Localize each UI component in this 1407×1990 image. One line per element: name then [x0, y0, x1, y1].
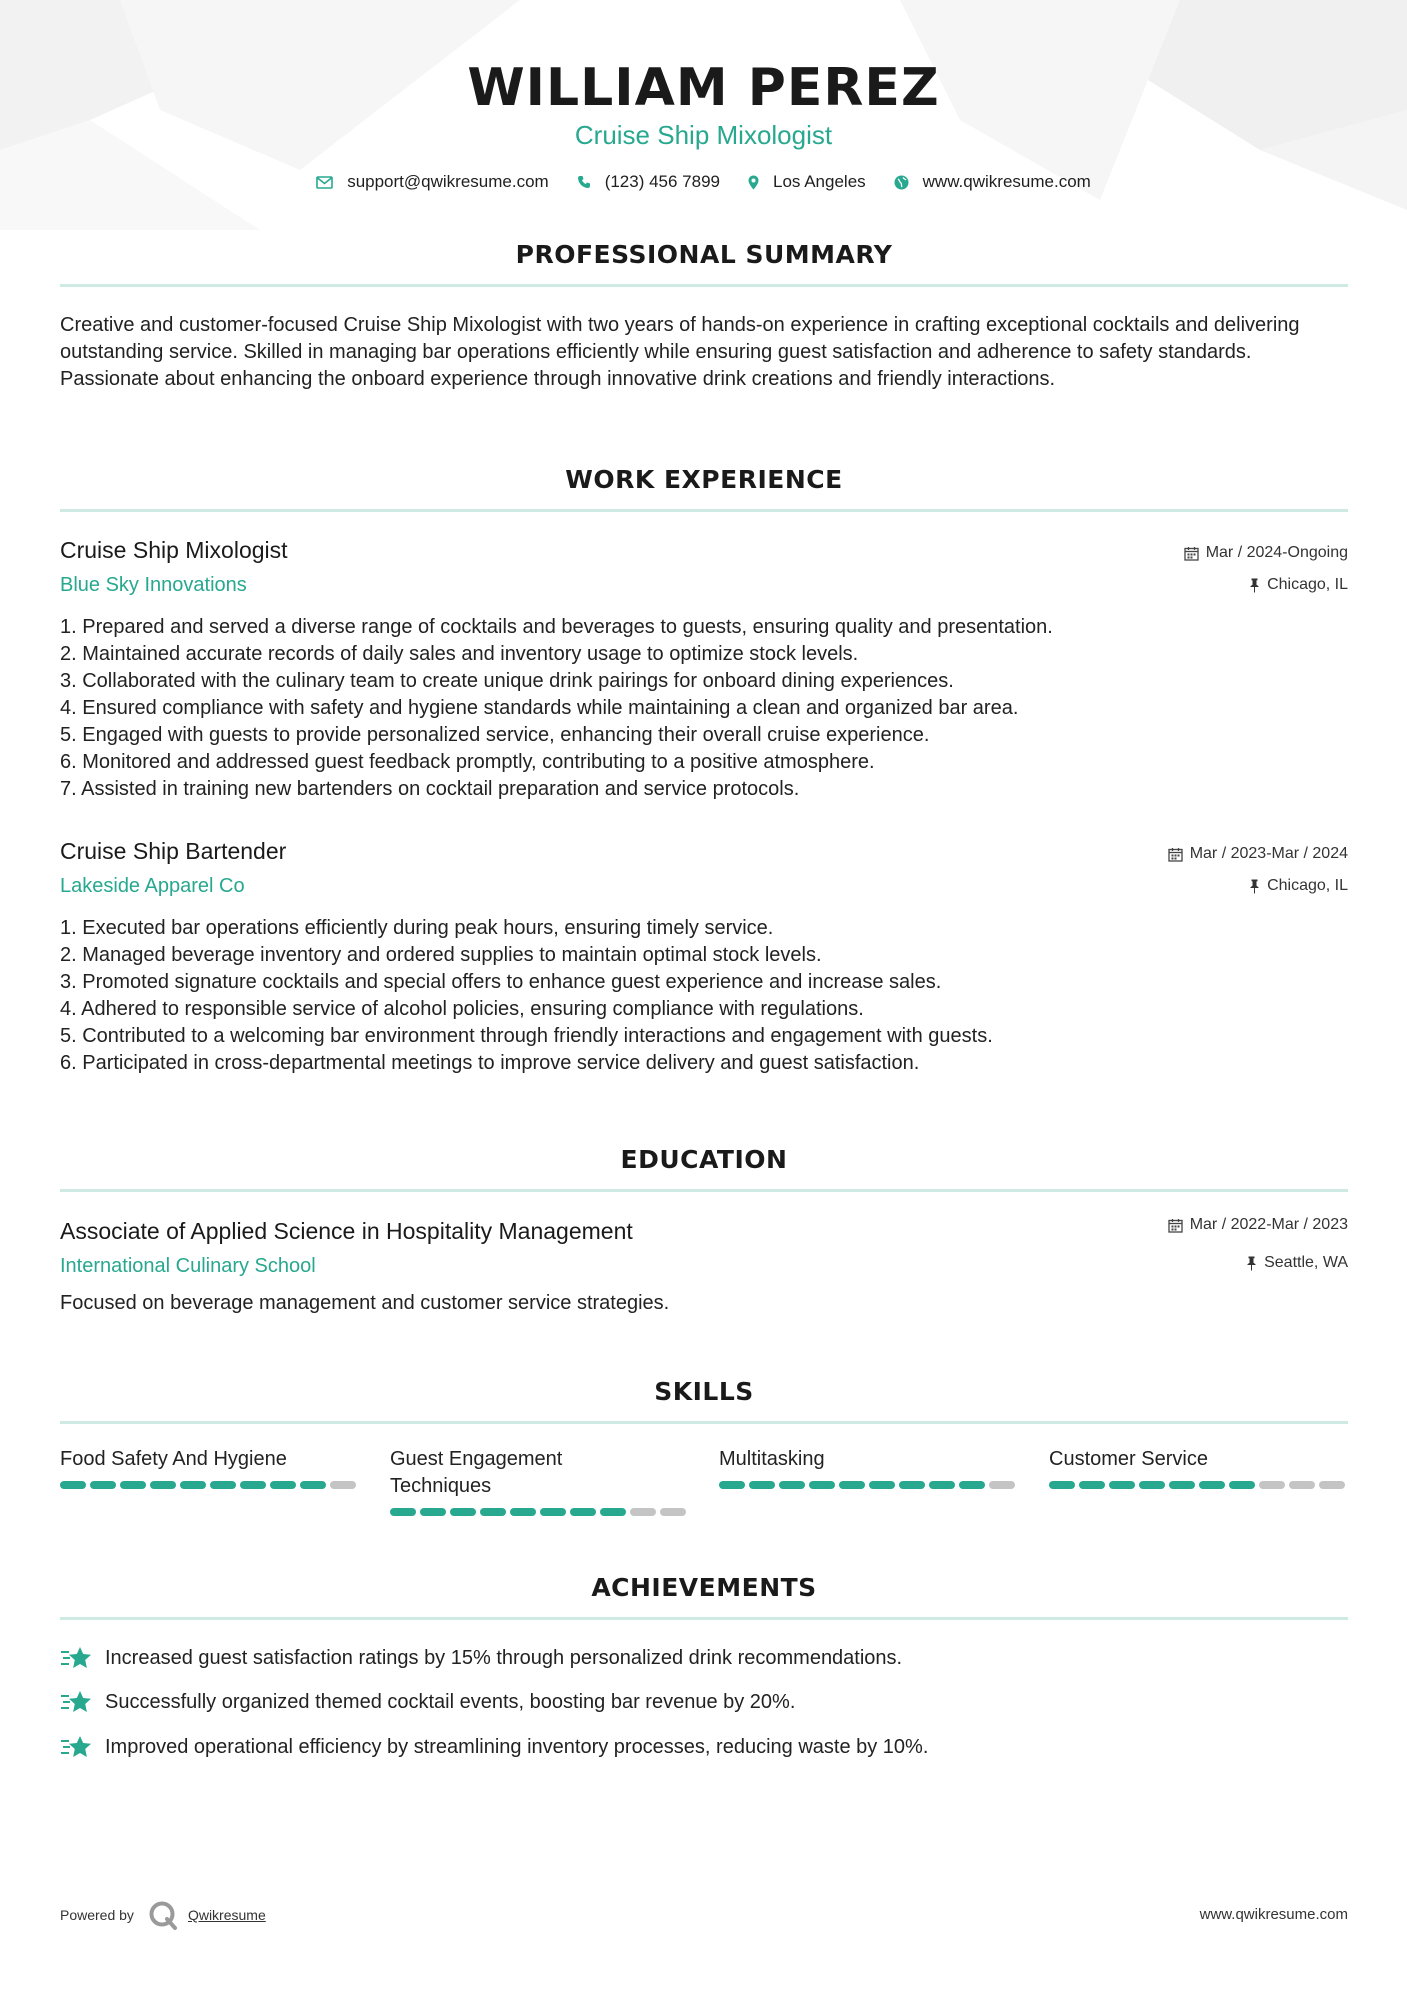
skill-rating-segment [420, 1508, 446, 1516]
list-item: 4. Ensured compliance with safety and hygiene standards while maintaining a clean and organized bar area. [60, 697, 1019, 719]
achievement-text: Increased guest satisfaction ratings by 15% through personalized drink recommendations. [105, 1646, 903, 1669]
summary-text: Creative and customer-focused Cruise Ship Mixologist with two years of hands-on experience in crafting exceptional cocktails and delivering outstanding service. Skilled in managing bar operations efficiently while ensuring guest satisfaction and adherence to safety standards. Passionate about enhancing the onboard experience through innovative drink creations and friendly interactions. [60, 314, 1300, 390]
skill-name: Multitasking [719, 1448, 825, 1470]
email-text: support@qwikresume.com [347, 172, 549, 191]
skill-rating-segment [270, 1481, 296, 1489]
candidate-name: WILLIAM PEREZ [467, 58, 940, 118]
skill-rating-segment [1049, 1481, 1075, 1489]
education-description: Focused on beverage management and customer service strategies. [60, 1292, 670, 1314]
skill-item [60, 1446, 360, 1489]
summary-divider [60, 284, 1348, 287]
achievement-item [60, 1646, 902, 1670]
skill-rating-segment [90, 1481, 116, 1489]
skill-rating-segment [540, 1508, 566, 1516]
skill-name: Customer Service [1049, 1448, 1208, 1470]
list-item: 6. Monitored and addressed guest feedback promptly, contributing to a positive atmosphere. [60, 751, 875, 773]
skill-rating-segment [1139, 1481, 1165, 1489]
list-item: 1. Prepared and served a diverse range of cocktails and beverages to guests, ensuring quality and presentation. [60, 616, 1053, 638]
skill-rating-segment [869, 1481, 895, 1489]
skill-rating-segment [1319, 1481, 1345, 1489]
skill-rating-segment [570, 1508, 596, 1516]
skill-rating-segment [480, 1508, 506, 1516]
experience-section-title: WORK EXPERIENCE [565, 465, 843, 494]
skill-rating-segment [719, 1481, 745, 1489]
phone-text: (123) 456 7899 [604, 172, 721, 191]
pushpin-icon [1249, 578, 1260, 593]
skill-rating-segment [150, 1481, 176, 1489]
skill-rating-segment [180, 1481, 206, 1489]
skill-rating-bar [60, 1481, 360, 1489]
powered-by-label: Powered by [60, 1907, 134, 1923]
contact-location [748, 172, 866, 192]
job-bullets [60, 915, 1350, 1077]
skill-item [719, 1446, 1019, 1489]
skill-rating-segment [1169, 1481, 1195, 1489]
candidate-role: Cruise Ship Mixologist [574, 120, 833, 150]
education-degree: Associate of Applied Science in Hospitality Management [60, 1218, 633, 1244]
achievements-section-title: ACHIEVEMENTS [591, 1573, 817, 1602]
skill-item [390, 1446, 690, 1516]
contact-bar [0, 172, 1407, 192]
skill-rating-segment [989, 1481, 1015, 1489]
job-location [1249, 576, 1348, 594]
skill-rating-segment [630, 1508, 656, 1516]
skill-name-line: Guest Engagement [390, 1448, 563, 1470]
skill-rating-segment [1229, 1481, 1255, 1489]
skill-name: Food Safety And Hygiene [60, 1448, 287, 1470]
skill-rating-segment [210, 1481, 236, 1489]
education-school: International Culinary School [60, 1255, 316, 1277]
experience-divider [60, 509, 1348, 512]
footer-website[interactable]: www.qwikresume.com [1199, 1906, 1348, 1923]
job-company: Lakeside Apparel Co [60, 875, 245, 897]
skills-divider [60, 1421, 1348, 1424]
skill-rating-bar [1049, 1481, 1349, 1489]
job-bullets [60, 614, 1350, 803]
education-section-title: EDUCATION [620, 1145, 788, 1174]
skill-rating-segment [1259, 1481, 1285, 1489]
contact-phone[interactable] [577, 172, 720, 192]
job-dates [1168, 845, 1348, 863]
job-company: Blue Sky Innovations [60, 574, 247, 596]
education-dates [1168, 1216, 1348, 1234]
skill-name-line: Techniques [390, 1475, 492, 1497]
job-dates [1184, 544, 1348, 562]
achievement-item [60, 1690, 795, 1714]
list-item: 5. Contributed to a welcoming bar environment through friendly interactions and engagement with guests. [60, 1025, 993, 1047]
list-item: 2. Maintained accurate records of daily sales and inventory usage to optimize stock levels. [60, 643, 859, 665]
contact-website[interactable] [894, 172, 1091, 192]
skill-rating-segment [330, 1481, 356, 1489]
list-item: 5. Engaged with guests to provide personalized service, enhancing their overall cruise experience. [60, 724, 930, 746]
education-divider [60, 1189, 1348, 1192]
skill-rating-segment [60, 1481, 86, 1489]
calendar-icon [1184, 546, 1199, 561]
education-dates-text: Mar / 2022-Mar / 2023 [1189, 1216, 1348, 1233]
job-title: Cruise Ship Bartender [60, 838, 287, 864]
skill-rating-segment [1079, 1481, 1105, 1489]
skill-rating-segment [240, 1481, 266, 1489]
job-location-text: Chicago, IL [1267, 576, 1348, 593]
job-dates-text: Mar / 2024-Ongoing [1205, 544, 1348, 561]
education-location-text: Seattle, WA [1264, 1254, 1348, 1271]
star-icon [60, 1735, 93, 1759]
achievements-divider [60, 1617, 1348, 1620]
achievement-text: Improved operational efficiency by streamlining inventory processes, reducing waste by 10%. [105, 1735, 929, 1758]
skill-rating-segment [450, 1508, 476, 1516]
location-text: Los Angeles [773, 172, 866, 191]
qwikresume-link[interactable]: Qwikresume [187, 1907, 266, 1923]
skill-rating-segment [120, 1481, 146, 1489]
list-item: 4. Adhered to responsible service of alcohol policies, ensuring compliance with regulations. [60, 998, 864, 1020]
achievement-item [60, 1735, 928, 1759]
qwikresume-logo-icon [148, 1900, 178, 1930]
skill-rating-segment [929, 1481, 955, 1489]
achievement-text: Successfully organized themed cocktail events, boosting bar revenue by 20%. [105, 1690, 796, 1713]
list-item: 6. Participated in cross-departmental meetings to improve service delivery and guest satisfaction. [60, 1052, 920, 1074]
skill-rating-segment [779, 1481, 805, 1489]
envelope-icon [316, 176, 333, 189]
job-location-text: Chicago, IL [1267, 877, 1348, 894]
calendar-icon [1168, 847, 1183, 862]
star-icon [60, 1690, 93, 1714]
footer-powered-by [60, 1900, 266, 1930]
job-title: Cruise Ship Mixologist [60, 537, 288, 563]
pushpin-icon [1249, 879, 1260, 894]
skill-rating-segment [510, 1508, 536, 1516]
skill-rating-segment [809, 1481, 835, 1489]
list-item: 7. Assisted in training new bartenders on cocktail preparation and service protocols. [60, 778, 800, 800]
job-dates-text: Mar / 2023-Mar / 2024 [1189, 845, 1348, 862]
skill-rating-segment [1289, 1481, 1315, 1489]
skill-rating-segment [300, 1481, 326, 1489]
skill-item [1049, 1446, 1349, 1489]
pushpin-icon [1246, 1256, 1257, 1271]
skill-rating-segment [1199, 1481, 1225, 1489]
contact-email[interactable] [316, 172, 549, 192]
skill-rating-segment [660, 1508, 686, 1516]
calendar-icon [1168, 1218, 1183, 1233]
website-text: www.qwikresume.com [922, 172, 1091, 191]
skill-rating-bar [390, 1508, 690, 1516]
star-icon [60, 1646, 93, 1670]
summary-section-title: PROFESSIONAL SUMMARY [515, 240, 893, 269]
skill-rating-segment [390, 1508, 416, 1516]
skill-name [390, 1446, 690, 1500]
skill-rating-segment [839, 1481, 865, 1489]
skill-rating-segment [959, 1481, 985, 1489]
list-item: 2. Managed beverage inventory and ordered supplies to maintain optimal stock levels. [60, 944, 822, 966]
globe-icon [894, 175, 909, 190]
list-item: 3. Promoted signature cocktails and special offers to enhance guest experience and increase sales. [60, 971, 942, 993]
education-location [1246, 1254, 1348, 1272]
skill-rating-segment [749, 1481, 775, 1489]
list-item: 1. Executed bar operations efficiently during peak hours, ensuring timely service. [60, 917, 774, 939]
map-pin-icon [748, 175, 759, 190]
phone-icon [577, 175, 591, 189]
skill-rating-segment [600, 1508, 626, 1516]
job-location [1249, 877, 1348, 895]
list-item: 3. Collaborated with the culinary team to create unique drink pairings for onboard dining experiences. [60, 670, 954, 692]
skills-section-title: SKILLS [654, 1377, 754, 1406]
skill-rating-segment [899, 1481, 925, 1489]
skill-rating-segment [1109, 1481, 1135, 1489]
skill-rating-bar [719, 1481, 1019, 1489]
